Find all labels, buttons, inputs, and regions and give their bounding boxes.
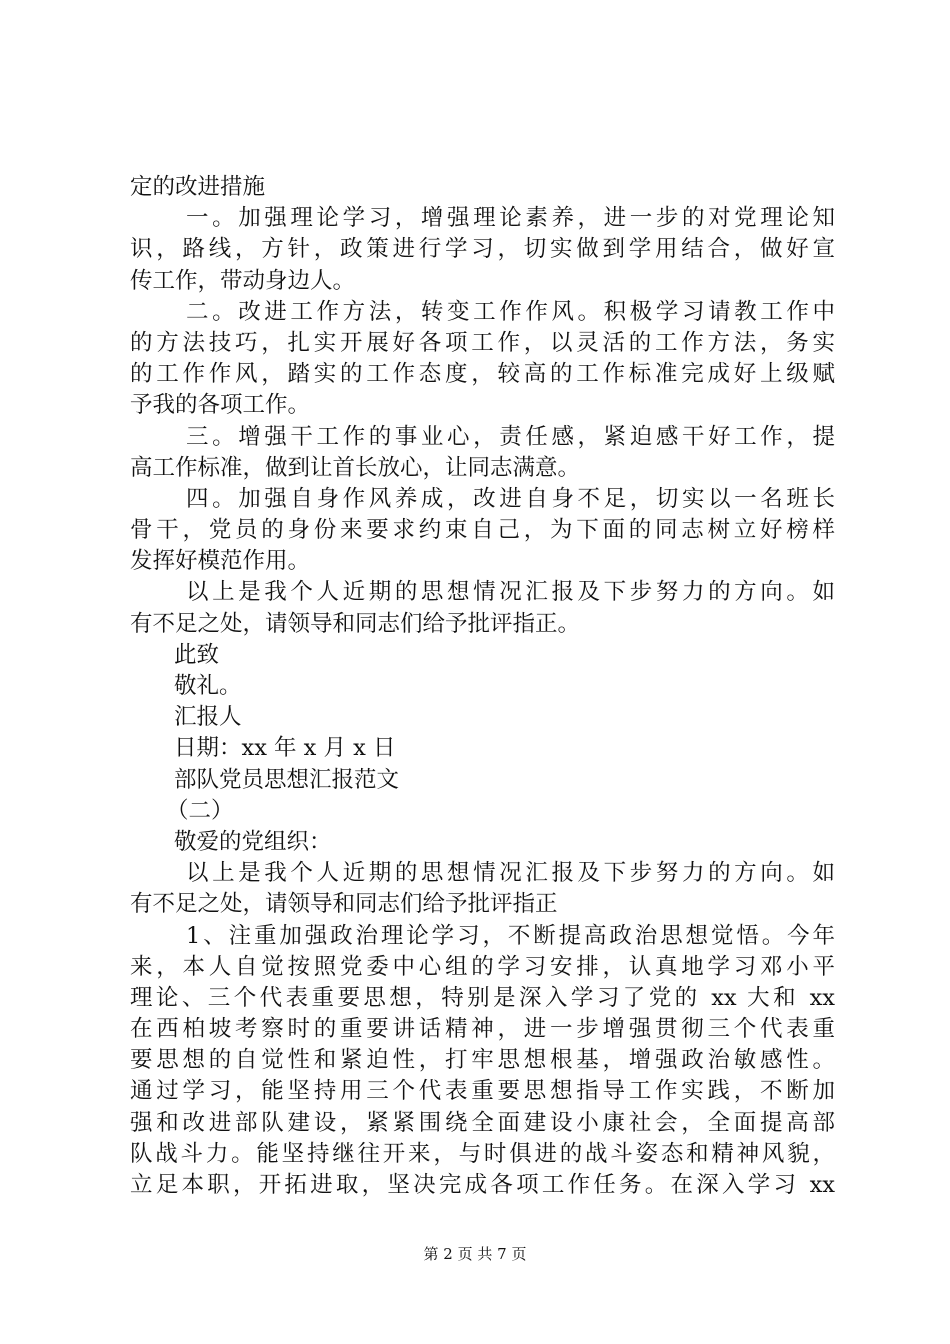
text-line: 定的改进措施 <box>130 174 266 200</box>
text-line: 三。增强干工作的事业心，责任感，紧迫感干好工作，提 <box>186 423 835 450</box>
text-line: 要思想的自觉性和紧迫性，打牢思想根基，增强政治敏感性。 <box>130 1047 835 1074</box>
text-line: 汇报人 <box>174 704 242 731</box>
text-line: 通过学习，能坚持用三个代表重要思想指导工作实践，不断加 <box>130 1078 835 1105</box>
text-line: 以上是我个人近期的思想情况汇报及下步努力的方向。如 <box>186 860 835 887</box>
text-line: 有不足之处，请领导和同志们给予批评指正。 <box>130 610 581 637</box>
text-line: 的方法技巧，扎实开展好各项工作，以灵活的工作方法，务实 <box>130 329 835 356</box>
text-line: 日期：xx 年 x 月 x 日 <box>174 735 396 762</box>
text-line: 骨干，党员的身份来要求约束自己，为下面的同志树立好榜样 <box>130 517 835 544</box>
text-line: 1、注重加强政治理论学习，不断提高政治思想觉悟。今年 <box>186 922 835 949</box>
text-line: （二） <box>166 797 234 824</box>
text-line: 理论、三个代表重要思想，特别是深入学习了党的 xx 大和 xx <box>130 984 835 1011</box>
text-line: 予我的各项工作。 <box>130 392 311 419</box>
text-line: 传工作，带动身边人。 <box>130 267 356 294</box>
text-line: 立足本职，开拓进取，坚决完成各项工作任务。在深入学习 xx <box>130 1172 835 1198</box>
text-line: 识，路线，方针，政策进行学习，切实做到学用结合，做好宣 <box>130 236 835 263</box>
text-line: 来，本人自觉按照党委中心组的学习安排，认真地学习邓小平 <box>130 953 835 980</box>
text-line: 有不足之处，请领导和同志们给予批评指正 <box>130 891 558 918</box>
text-line: 高工作标准，做到让首长放心，让同志满意。 <box>130 454 581 481</box>
text-line: 的工作作风，踏实的工作态度，较高的工作标准完成好上级赋 <box>130 361 835 388</box>
text-line: 在西柏坡考察时的重要讲话精神，进一步增强贯彻三个代表重 <box>130 1016 835 1043</box>
text-line: 部队党员思想汇报范文 <box>174 766 400 793</box>
text-line: 二。改进工作方法，转变工作作风。积极学习请教工作中 <box>186 298 835 325</box>
page-footer: 第 2 页 共 7 页 <box>423 1245 527 1263</box>
text-line: 四。加强自身作风养成，改进自身不足，切实以一名班长 <box>186 485 835 512</box>
text-line: 发挥好模范作用。 <box>130 548 311 575</box>
text-line: 敬礼。 <box>174 673 242 699</box>
text-line: 以上是我个人近期的思想情况汇报及下步努力的方向。如 <box>186 579 835 606</box>
document-body <box>130 172 835 1201</box>
text-line: 一。加强理论学习，增强理论素养，进一步的对党理论知 <box>186 205 835 232</box>
text-line: 队战斗力。能坚持继往开来，与时俱进的战斗姿态和精神风貌， <box>130 1140 835 1167</box>
text-line: 强和改进部队建设，紧紧围绕全面建设小康社会，全面提高部 <box>130 1109 835 1136</box>
text-line: 此致 <box>174 641 220 668</box>
text-line: 敬爱的党组织： <box>174 828 332 855</box>
